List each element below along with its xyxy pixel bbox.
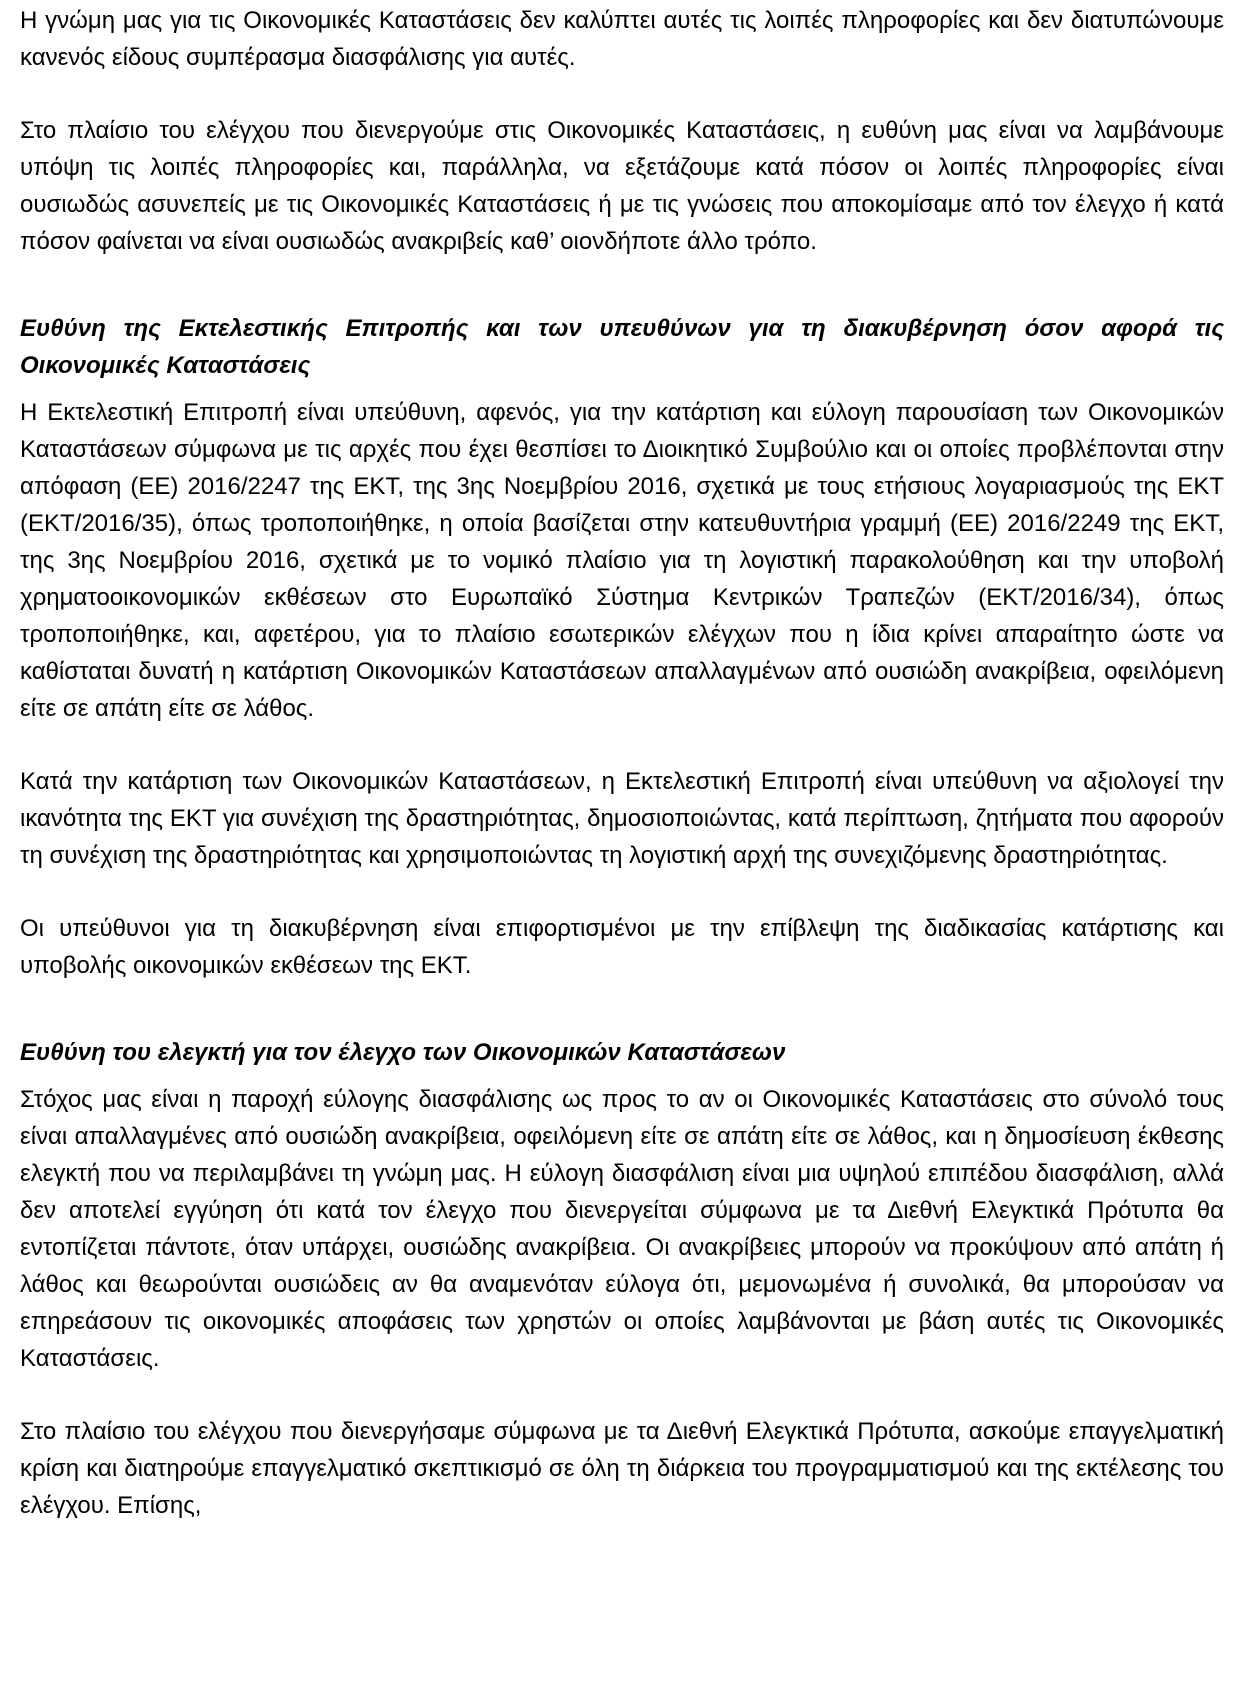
paragraph-going-concern: Κατά την κατάρτιση των Οικονομικών Καταστάσεων, η Εκτελεστική Επιτροπή είναι υπεύθυνη να αξιολογεί την ικανότητα της ΕΚΤ για συνέχιση της δραστηριότητας, δημοσιοποιώντας, κατά περίπτωση, ζητήματα που αφορούν τη συνέχιση της δραστηριότητας και χρησιμοποιώντας τη λογιστική αρχή της συνεχιζόμενης δραστηριότητας.	[20, 768, 1224, 869]
paragraph-audit-objective: Στόχος μας είναι η παροχή εύλογης διασφάλισης ως προς το αν οι Οικονομικές Καταστάσεις στο σύνολό τους είναι απαλλαγμένες από ουσιώδη ανακρίβεια, οφειλόμενη είτε σε απάτη είτε σε λάθος, και η δημοσίευση έκθεσης ελεγκτή που να περιλαμβάνει τη γνώμη μας. Η εύλογη διασφάλιση είναι μια υψηλού επιπέδου διασφάλιση, αλλά δεν αποτελεί εγγύηση ότι κατά τον έλεγχο που διενεργείται σύμφωνα με τα Διεθνή Ελεγκτικά Πρότυπα θα εντοπίζεται πάντοτε, όταν υπάρχει, ουσιώδης ανακρίβεια. Οι ανακρίβειες μπορούν να προκύψουν από απάτη ή λάθος και θεωρούνται ουσιώδεις αν θα αναμενόταν εύλογα ότι, μεμονωμένα ή συνολικά, θα μπορούσαν να επηρεάσουν τις οικονομικές αποφάσεις των χρηστών οι οποίες λαμβάνονται με βάση αυτές τις Οικονομικές Καταστάσεις.	[20, 1086, 1224, 1372]
paragraph-other-information-duty: Στο πλαίσιο του ελέγχου που διενεργούμε στις Οικονομικές Καταστάσεις, η ευθύνη μας είναι να λαμβάνουμε υπόψη τις λοιπές πληροφορίες και, παράλληλα, να εξετάζουμε κατά πόσον οι λοιπές πληροφορίες είναι ουσιωδώς ασυνεπείς με τις Οικονομικές Καταστάσεις ή με τις γνώσεις που αποκομίσαμε από τον έλεγχο ή κατά πόσον φαίνεται να είναι ουσιωδώς ανακριβείς καθ’ οιονδήποτε άλλο τρόπο.	[20, 117, 1224, 255]
heading-auditor-responsibility: Ευθύνη του ελεγκτή για τον έλεγχο των Οικονομικών Καταστάσεων	[20, 1039, 786, 1066]
paragraph-opinion-scope: Η γνώμη μας για τις Οικονομικές Καταστάσεις δεν καλύπτει αυτές τις λοιπές πληροφορίες και δεν διατυπώνουμε κανενός είδους συμπέρασμα διασφάλισης για αυτές.	[20, 7, 1224, 71]
heading-executive-board-responsibility: Ευθύνη της Εκτελεστικής Επιτροπής και των υπευθύνων για τη διακυβέρνηση όσον αφορά τις Οικονομικές Καταστάσεις	[20, 315, 1224, 379]
paragraph-preparation-framework: Η Εκτελεστική Επιτροπή είναι υπεύθυνη, αφενός, για την κατάρτιση και εύλογη παρουσίαση των Οικονομικών Καταστάσεων σύμφωνα με τις αρχές που έχει θεσπίσει το Διοικητικό Συμβούλιο και οι οποίες προβλέπονται στην απόφαση (ΕΕ) 2016/2247 της ΕΚΤ, της 3ης Νοεμβρίου 2016, σχετικά με τους ετήσιους λογαριασμούς της ΕΚΤ (ΕΚΤ/2016/35), όπως τροποποιήθηκε, η οποία βασίζεται στην κατευθυντήρια γραμμή (ΕΕ) 2016/2249 της ΕΚΤ, της 3ης Νοεμβρίου 2016, σχετικά με το νομικό πλαίσιο για τη λογιστική παρακολούθηση και την υποβολή χρηματοοικονομικών εκθέσεων στο Ευρωπαϊκό Σύστημα Κεντρικών Τραπεζών (ΕΚΤ/2016/34), όπως τροποποιήθηκε, και, αφετέρου, για το πλαίσιο εσωτερικών ελέγχων που η ίδια κρίνει απαραίτητο ώστε να καθίσταται δυνατή η κατάρτιση Οικονομικών Καταστάσεων απαλλαγμένων από ουσιώδη ανακρίβεια, οφειλόμενη είτε σε απάτη είτε σε λάθος.	[20, 399, 1224, 722]
paragraph-professional-judgement: Στο πλαίσιο του ελέγχου που διενεργήσαμε σύμφωνα με τα Διεθνή Ελεγκτικά Πρότυπα, ασκούμε επαγγελματική κρίση και διατηρούμε επαγγελματικό σκεπτικισμό σε όλη τη διάρκεια του προγραμματισμού και της εκτέλεσης του ελέγχου. Επίσης,	[20, 1418, 1224, 1519]
paragraph-governance-oversight: Οι υπεύθυνοι για τη διακυβέρνηση είναι επιφορτισμένοι με την επίβλεψη της διαδικασίας κατάρτισης και υποβολής οικονομικών εκθέσεων της ΕΚΤ.	[20, 915, 1224, 979]
